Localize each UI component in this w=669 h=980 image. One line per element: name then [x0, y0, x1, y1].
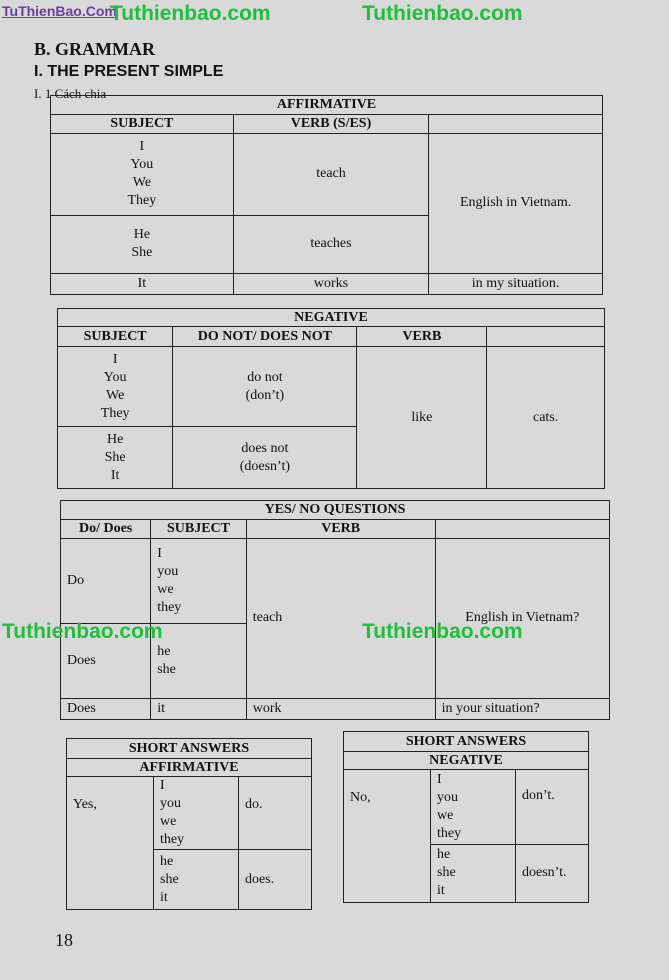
short-aff-title: SHORT ANSWERS — [67, 739, 312, 759]
affirmative-verb-works: works — [233, 273, 428, 294]
questions-header-subject: SUBJECT — [151, 519, 247, 538]
short-neg-no: No, — [344, 770, 431, 903]
watermark-top-right: Tuthienbao.com — [362, 2, 523, 25]
questions-table — [60, 500, 610, 720]
negative-title: NEGATIVE — [58, 309, 605, 327]
questions-verb-teach: teach — [246, 538, 435, 699]
questions-subject-it: it — [151, 699, 247, 720]
questions-header-aux: Do/ Does — [61, 519, 151, 538]
short-neg-subtitle: NEGATIVE — [344, 752, 589, 770]
questions-object-situation: in your situation? — [435, 699, 609, 720]
negative-subjects-plural: I You We They — [58, 347, 173, 427]
negative-object-cats: cats. — [487, 347, 605, 489]
questions-header-verb: VERB — [246, 519, 435, 538]
negative-verb-like: like — [357, 347, 487, 489]
questions-verb-work: work — [246, 699, 435, 720]
short-aff-subtitle: AFFIRMATIVE — [67, 759, 312, 777]
negative-header-aux: DO NOT/ DOES NOT — [173, 327, 357, 347]
negative-aux-does-not: does not (doesn’t) — [173, 427, 357, 489]
questions-title: YES/ NO QUESTIONS — [61, 501, 610, 520]
negative-aux-do-not: do not (don’t) — [173, 347, 357, 427]
negative-table — [57, 308, 605, 489]
watermark-mid-right: Tuthienbao.com — [362, 620, 523, 643]
affirmative-header-verb: VERB (S/ES) — [233, 114, 428, 133]
questions-object: English in Vietnam? — [435, 538, 609, 699]
affirmative-title: AFFIRMATIVE — [51, 96, 603, 115]
subsection-title: I. THE PRESENT SIMPLE — [34, 63, 224, 80]
questions-header-empty — [435, 519, 609, 538]
short-answers-affirmative-table — [66, 738, 312, 910]
questions-subjects-plural: I you we they — [151, 538, 247, 624]
negative-header-empty — [487, 327, 605, 347]
watermark-top-left: Tuthienbao.com — [110, 2, 271, 25]
short-neg-subjects-plural: I you we they — [431, 770, 516, 844]
negative-subjects-singular: He She It — [58, 427, 173, 489]
short-neg-title: SHORT ANSWERS — [344, 732, 589, 752]
affirmative-subjects-plural: I You We They — [51, 133, 234, 215]
affirmative-header-subject: SUBJECT — [51, 114, 234, 133]
short-neg-dont: don’t. — [516, 770, 589, 844]
section-title: B. GRAMMAR — [34, 39, 155, 59]
short-neg-subjects-singular: he she it — [431, 844, 516, 902]
affirmative-verb-teach: teach — [233, 133, 428, 215]
questions-aux-does: Does — [61, 624, 151, 699]
affirmative-header-empty — [429, 114, 603, 133]
affirmative-subjects-he-she: He She — [51, 216, 234, 274]
negative-header-subject: SUBJECT — [58, 327, 173, 347]
short-aff-does: does. — [239, 850, 312, 910]
short-neg-doesnt: doesn’t. — [516, 844, 589, 902]
affirmative-subject-it: It — [51, 273, 234, 294]
affirmative-verb-teaches: teaches — [233, 216, 428, 274]
short-aff-subjects-plural: I you we they — [154, 777, 239, 850]
subsubsection-title: I. 1 Cách chia — [34, 86, 107, 101]
short-aff-yes: Yes, — [67, 777, 154, 910]
short-aff-subjects-singular: he she it — [154, 850, 239, 910]
page-number: 18 — [55, 930, 73, 950]
watermark-link-small[interactable]: TuThienBao.Com — [2, 3, 117, 19]
questions-aux-does-it: Does — [61, 699, 151, 720]
affirmative-object-situation: in my situation. — [429, 273, 603, 294]
affirmative-table — [50, 95, 603, 295]
negative-header-verb: VERB — [357, 327, 487, 347]
questions-subjects-he-she: he she — [151, 624, 247, 699]
short-aff-do: do. — [239, 777, 312, 850]
questions-aux-do: Do — [61, 538, 151, 624]
watermark-mid-left: Tuthienbao.com — [2, 620, 163, 643]
affirmative-object: English in Vietnam. — [429, 133, 603, 273]
short-answers-negative-table — [343, 731, 589, 903]
